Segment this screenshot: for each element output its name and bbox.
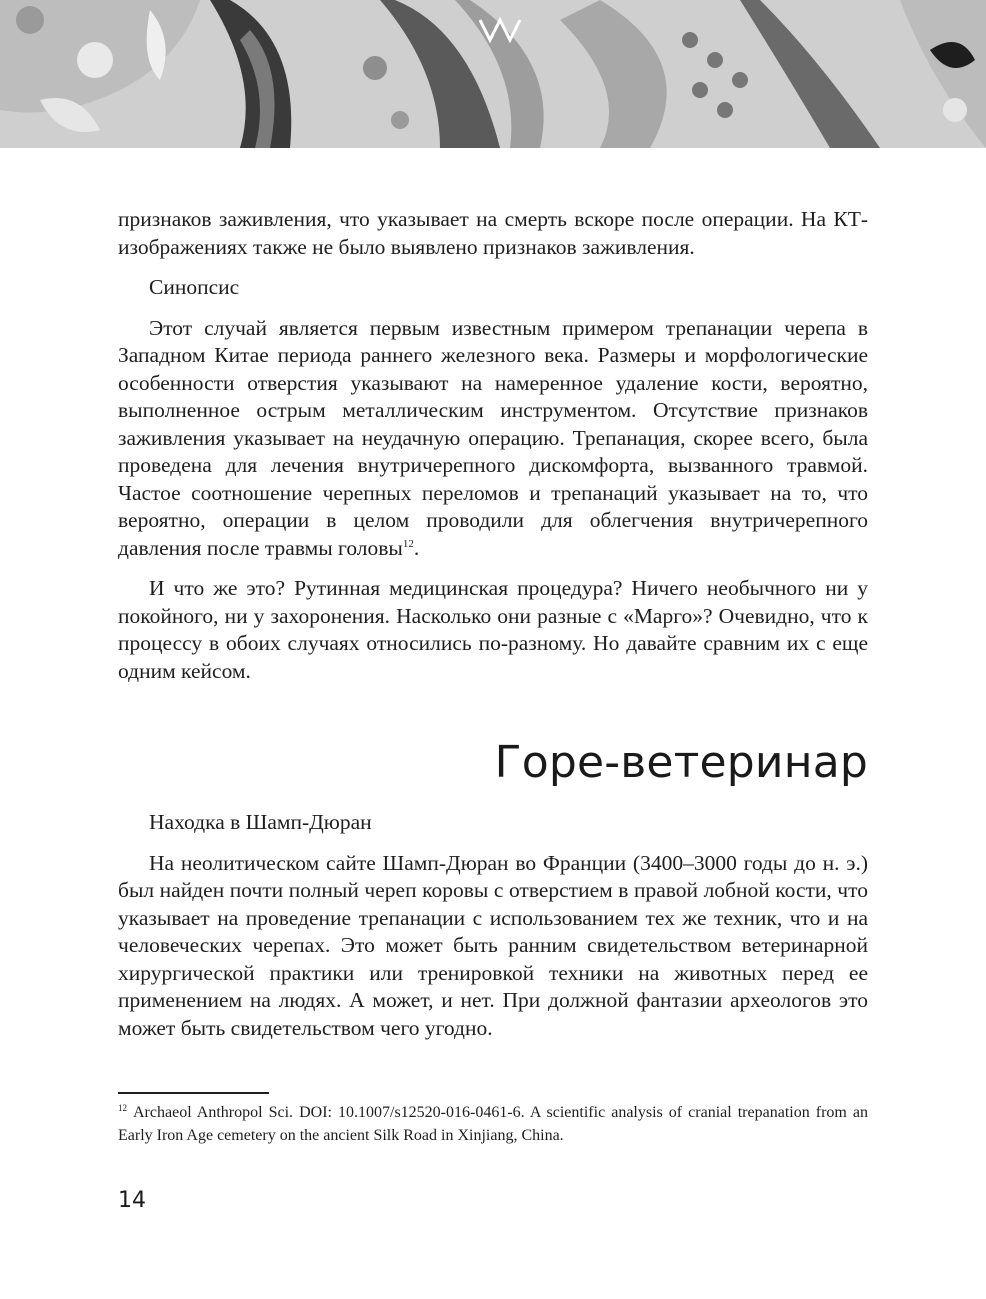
synopsis-heading: Синопсис bbox=[149, 275, 240, 299]
paragraph-champ-durand: На неолитическом сайте Шамп-Дюран во Франции (3400–3000 годы до н. э.) был найден почти полный череп коровы с отверстием в правой лобной кости, что указывает на проведение трепанации с использованием тех же техник, что и на человеческих черепах. Это может быть ранним свидетельством ветеринарной хирургической практики или тренировкой техники на животных перед ее применением на людях. А может, и нет. При должной фантазии археологов это может быть свидетельством чего угодно. bbox=[118, 850, 868, 1040]
page-body bbox=[118, 206, 868, 1042]
decorative-header-illustration bbox=[0, 0, 986, 148]
find-heading: Находка в Шамп-Дюран bbox=[149, 810, 372, 834]
paragraph-synopsis-text: Этот случай является первым известным примером трепанации черепа в Западном Китае периода раннего железного века. Размеры и морфологические особенности отверстия указывают на намеренное удаление кости, вероятно, выполненное острым металлическим инструментом. Отсутствие признаков заживления указывает на неудачную операцию. Трепанация, скорее всего, была проведена для лечения внутричерепного дискомфорта, вызванного травмой. Частое соотношение черепных переломов и трепанаций указывает на то, что вероятно, операции в целом проводили для облегчения внутричерепного давления после травмы головы bbox=[118, 315, 868, 560]
paisley-pattern-icon bbox=[0, 0, 986, 148]
paragraph-synopsis bbox=[118, 315, 868, 563]
page-number: 14 bbox=[118, 1188, 146, 1213]
footnote-divider bbox=[118, 1092, 269, 1094]
footnote bbox=[118, 1101, 868, 1147]
footnote-number: 12 bbox=[118, 1103, 127, 1113]
section-title: Горе-ветеринар bbox=[494, 737, 868, 788]
footnote-reference[interactable]: 12 bbox=[402, 537, 414, 550]
paragraph-comparison: И что же это? Рутинная медицинская процедура? Ничего необычного ни у покойного, ни у захоронения. Насколько они разные с «Марго»? Очевидно, что к процессу в обоих случаях относились по-разному. Но давайте сравним их с еще одним кейсом. bbox=[118, 576, 868, 683]
footnote-text: Archaeol Anthropol Sci. DOI: 10.1007/s12520-016-0461-6. A scientific analysis of cranial trepanation from an Early Iron Age cemetery on the ancient Silk Road in Xinjiang, China. bbox=[118, 1104, 868, 1144]
paragraph-healing: признаков заживления, что указывает на смерть вскоре после операции. На КТ-изображениях также не было выявлено признаков заживления. bbox=[118, 207, 868, 259]
paragraph-synopsis-end: . bbox=[413, 535, 420, 560]
